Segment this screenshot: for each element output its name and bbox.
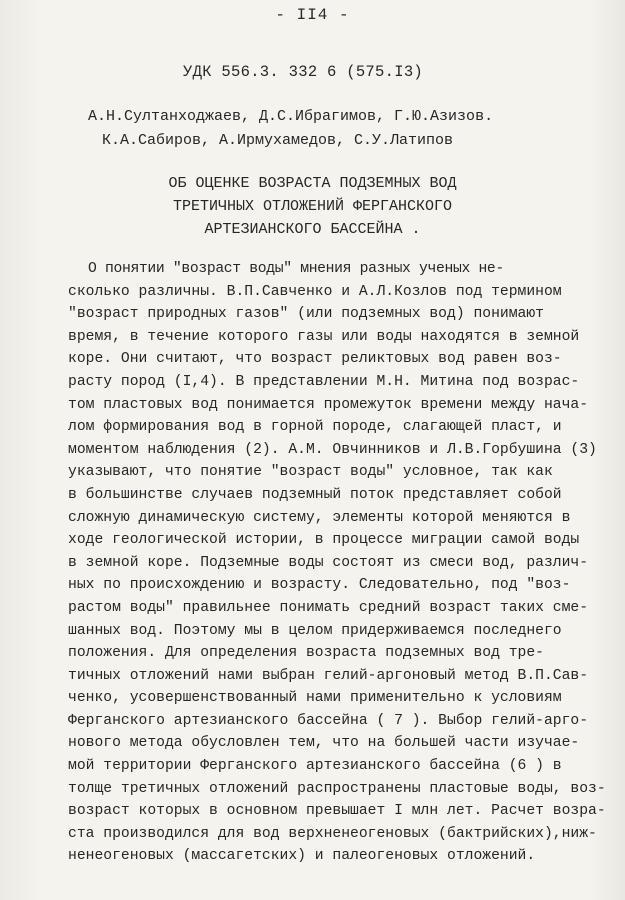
- body-line: мой территории Ферганского артезианского бассейна (6 ) в: [68, 758, 562, 775]
- title-line-2: ТРЕТИЧНЫХ ОТЛОЖЕНИЙ ФЕРГАНСКОГО: [172, 198, 453, 215]
- body-line: тичных отложений нами выбран гелий-аргоновый метод В.П.Сав-: [68, 667, 589, 684]
- body-line: положения. Для определения возраста подземных вод тре-: [68, 645, 544, 662]
- title-line-3: АРТЕЗИАНСКОГО БАССЕЙНА .: [204, 221, 421, 238]
- body-line: коре. Они считают, что возраст реликтовых вод равен воз-: [68, 351, 562, 368]
- body-line: О понятии "возраст воды" мнения разных ученых не-: [88, 261, 504, 277]
- body-text: [68, 258, 608, 868]
- body-line: Ферганского артезианского бассейна ( 7 ). Выбор гелий-арго-: [68, 712, 589, 729]
- body-line: сколько различны. В.П.Савченко и А.Л.Козлов под термином: [68, 283, 562, 300]
- body-line: в большинстве случаев подземный поток представляет собой: [68, 486, 562, 503]
- body-line: ных по происхождению и возрасту. Следовательно, под "воз-: [68, 577, 571, 594]
- body-line: толще третичных отложений распространены пластовые воды, воз-: [68, 780, 606, 797]
- authors-block: [88, 105, 493, 153]
- authors-line-1: А.Н.Султанходжаев, Д.С.Ибрагимов, Г.Ю.Азизов.: [88, 108, 494, 125]
- body-line: время, в течение которого газы или воды находятся в земной: [68, 328, 580, 345]
- body-line: сложную динамическую систему, элементы которой меняются в: [68, 509, 571, 526]
- body-line: ста производился для вод верхненеогеновых (бактрийских),ниж-: [68, 825, 597, 842]
- title-line-1: ОБ ОЦЕНКЕ ВОЗРАСТА ПОДЗЕМНЫХ ВОД: [168, 175, 457, 192]
- body-line: "возраст природных газов" (или подземных вод) понимают: [68, 306, 544, 323]
- udk-code: УДК 556.3. 332 6 (575.I3): [183, 63, 424, 81]
- body-line: шанных вод. Поэтому мы в целом придерживаемся последнего: [68, 622, 562, 639]
- article-title: [0, 172, 625, 241]
- body-line: нового метода обусловлен тем, что на большей части изучае-: [68, 735, 580, 752]
- body-line: ходе геологической истории, в процессе миграции самой воды: [68, 532, 580, 549]
- body-line: в земной коре. Подземные воды состоят из смеси вод, различ-: [68, 554, 589, 571]
- body-line: ненеогеновых (массагетских) и палеогеновых отложений.: [68, 848, 536, 865]
- body-line: ченко, усовершенствованный нами применительно к условиям: [68, 690, 562, 707]
- authors-line-2: К.А.Сабиров, А.Ирмухамедов, С.У.Латипов: [102, 132, 454, 149]
- body-line: растом воды" правильнее понимать средний возраст таких сме-: [68, 599, 589, 616]
- page-number: - II4 -: [275, 6, 350, 24]
- body-line: возраст которых в основном превышает I млн лет. Расчет возра-: [68, 803, 606, 820]
- body-line: расту пород (I,4). В представлении М.Н. Митина под возрас-: [68, 373, 580, 390]
- body-line: моментом наблюдения (2). А.М. Овчинников и Л.В.Горбушина (3): [68, 441, 597, 458]
- body-line: том пластовых вод понимается промежуток времени между нача-: [68, 396, 589, 413]
- body-line: лом формирования вод в горной породе, слагающей пласт, и: [68, 419, 562, 436]
- body-line: указывают, что понятие "возраст воды" условное, так как: [68, 464, 553, 481]
